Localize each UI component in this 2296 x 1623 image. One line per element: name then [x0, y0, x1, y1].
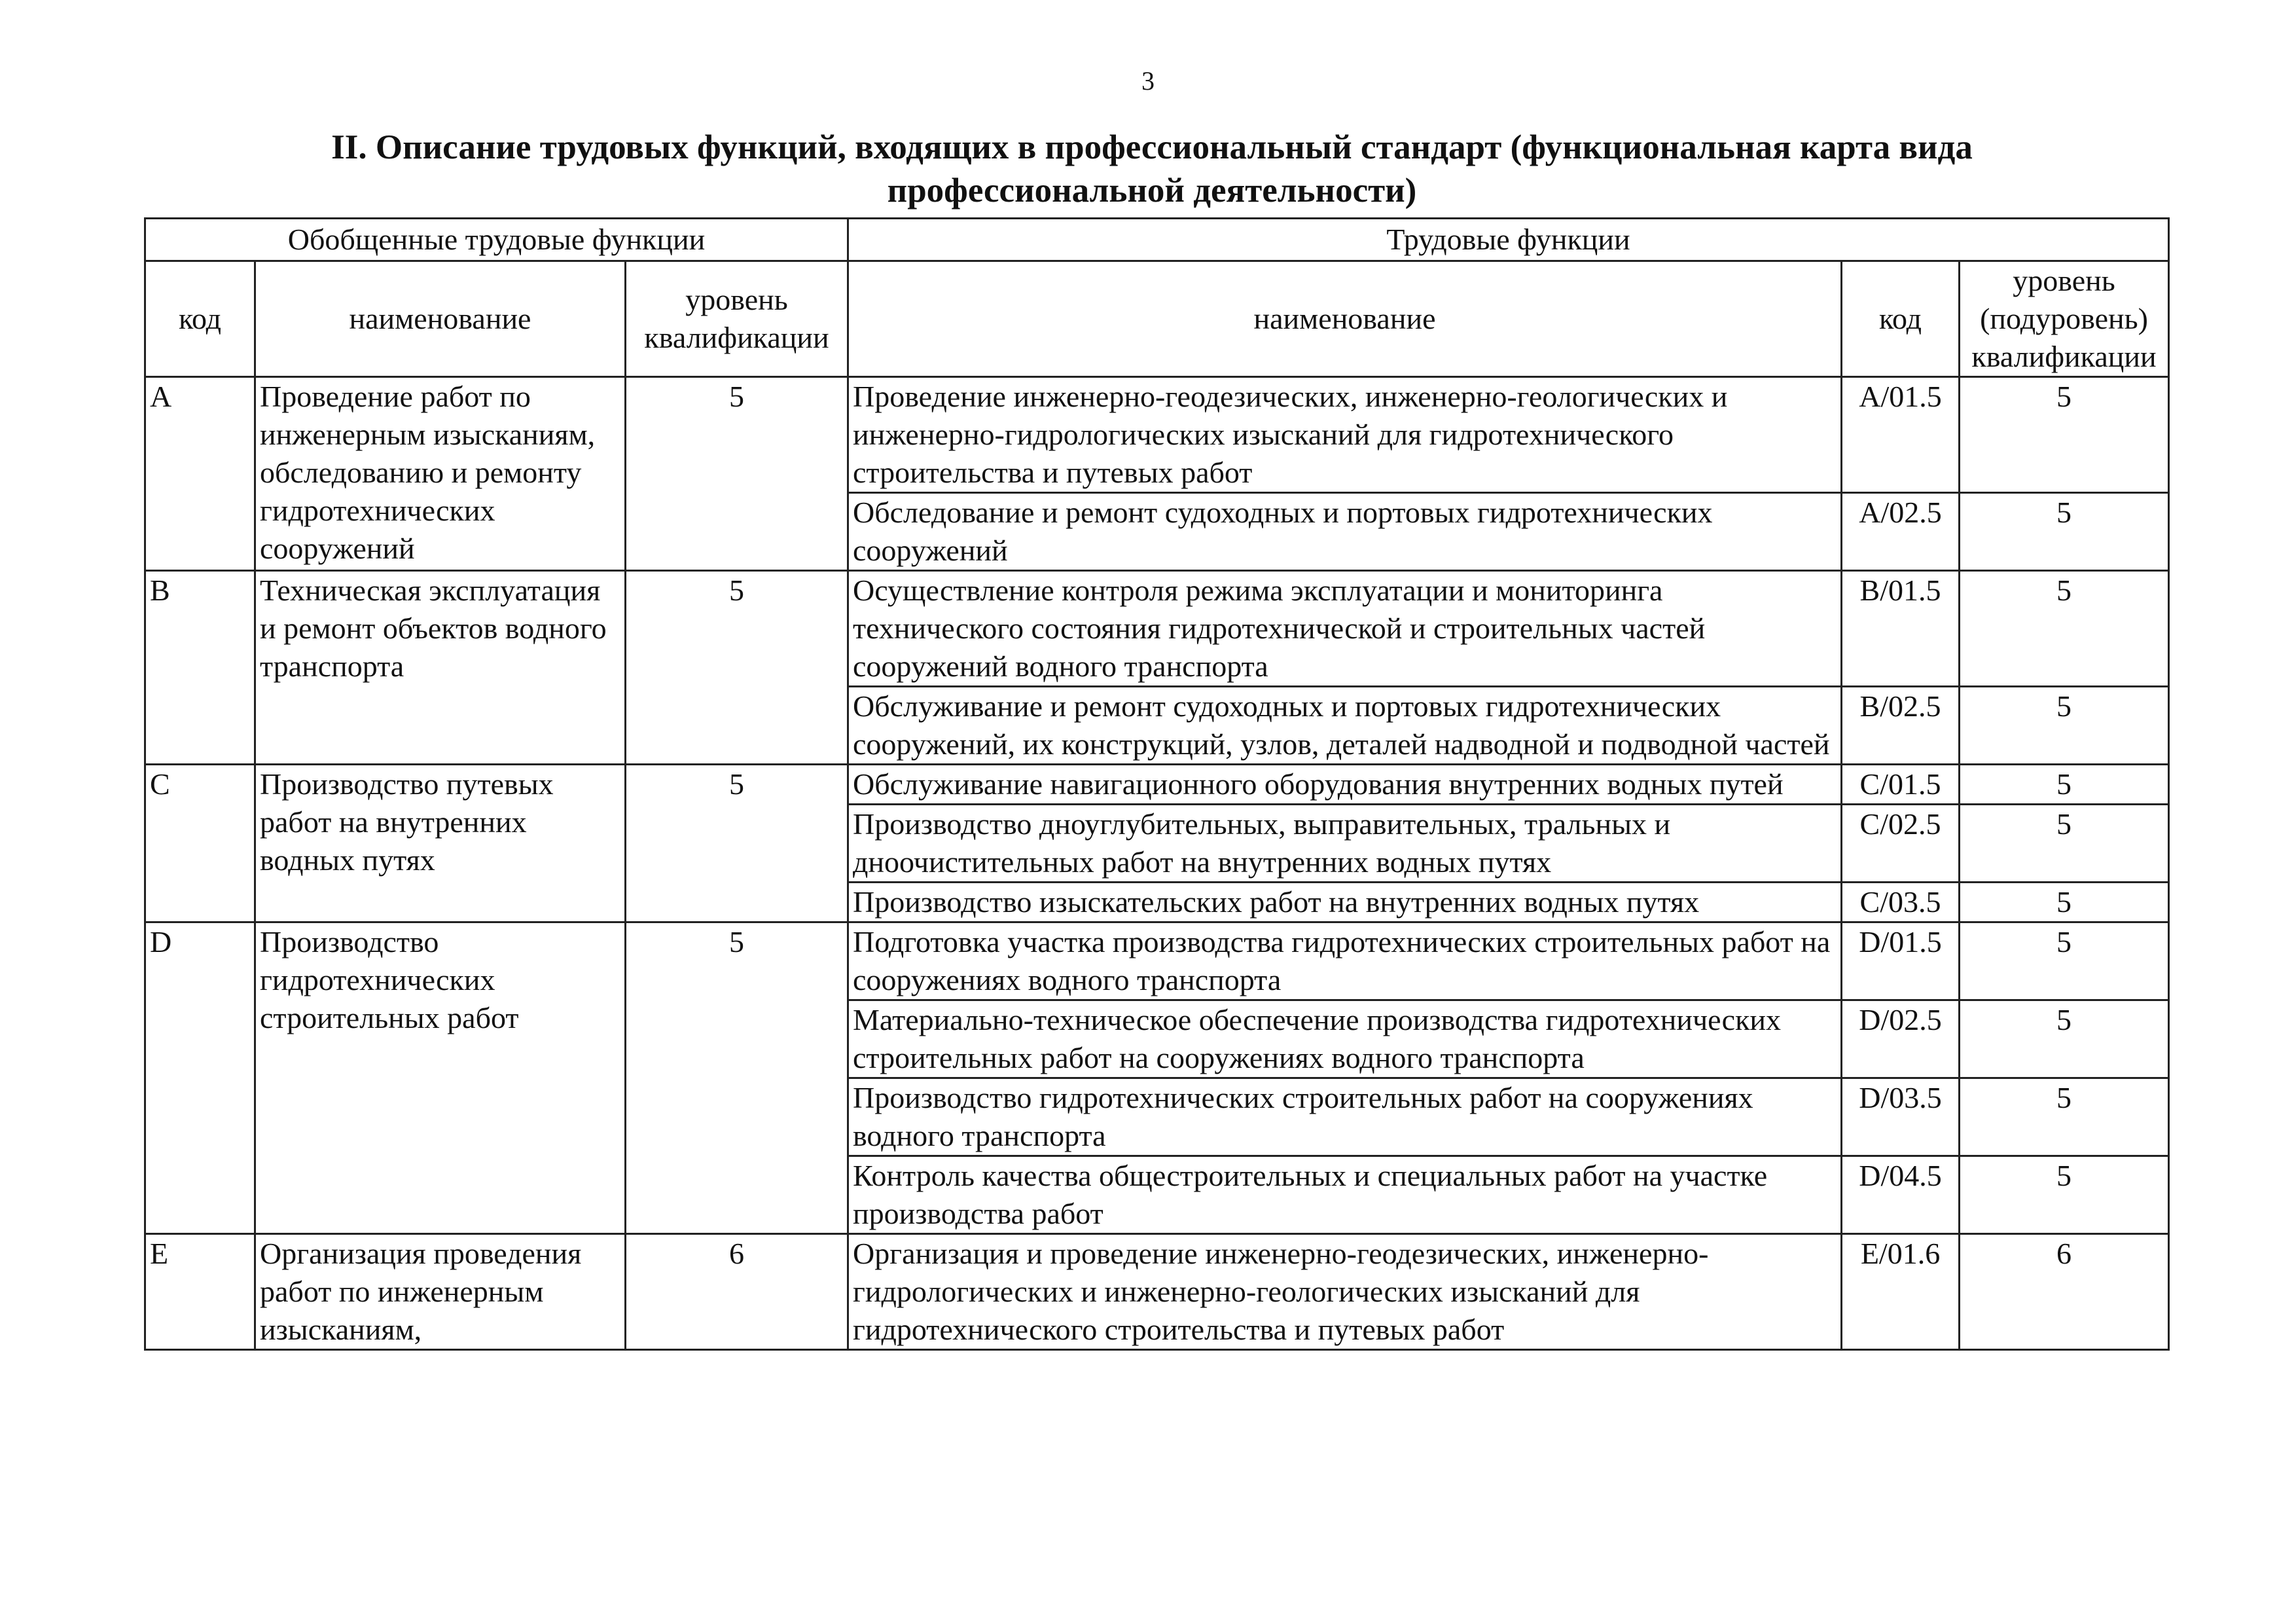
table-row: [145, 571, 2169, 687]
table-row: [145, 765, 2169, 805]
group-code: D: [145, 922, 255, 1234]
header-function-code: код: [1842, 261, 1960, 377]
function-name: Производство дноуглубительных, выправительных, тральных и дноочистительных работ на внутренних водных путях: [848, 805, 1842, 883]
group-code: A: [145, 377, 255, 571]
function-code: C/03.5: [1842, 883, 1960, 922]
function-code: D/01.5: [1842, 922, 1960, 1000]
function-code: A/02.5: [1842, 493, 1960, 571]
function-name: Материально-техническое обеспечение производства гидротехнических строительных работ на сооружениях водного транспорта: [848, 1000, 1842, 1078]
function-code: B/02.5: [1842, 687, 1960, 765]
function-name: Производство гидротехнических строительных работ на сооружениях водного транспорта: [848, 1078, 1842, 1156]
function-name: Обслуживание и ремонт судоходных и портовых гидротехнических сооружений, их конструкций, узлов, деталей надводной и подводной частей: [848, 687, 1842, 765]
group-level: 6: [626, 1234, 848, 1350]
function-code: E/01.6: [1842, 1234, 1960, 1350]
page-number: 3: [1141, 66, 1155, 96]
function-level: 5: [1960, 493, 2169, 571]
table-row: [145, 377, 2169, 493]
group-name: Техническая эксплуатация и ремонт объектов водного транспорта: [255, 571, 626, 765]
function-level: 5: [1960, 1156, 2169, 1234]
function-name: Обслуживание навигационного оборудования внутренних водных путей: [848, 765, 1842, 805]
section-title: II. Описание трудовых функций, входящих в профессиональный стандарт (функциональная карта вида профессиональной деятельности): [331, 128, 1973, 210]
header-code: код: [145, 261, 255, 377]
header-name: наименование: [255, 261, 626, 377]
function-name: Проведение инженерно-геодезических, инженерно-геологических и инженерно-гидрологических изысканий для гидротехнического строительства и путевых работ: [848, 377, 1842, 493]
function-name: Контроль качества общестроительных и специальных работ на участке производства работ: [848, 1156, 1842, 1234]
table-body: [145, 377, 2169, 1350]
function-code: D/04.5: [1842, 1156, 1960, 1234]
header-generalized-functions: Обобщенные трудовые функции: [145, 219, 848, 261]
function-level: 5: [1960, 883, 2169, 922]
table-row: [145, 1234, 2169, 1350]
functional-map-table: [144, 217, 2170, 1351]
header-function-name: наименование: [848, 261, 1842, 377]
function-name: Организация и проведение инженерно-геодезических, инженерно-гидрологических и инженерно-геологических изысканий для гидротехнического строительства и путевых работ: [848, 1234, 1842, 1350]
function-level: 5: [1960, 377, 2169, 493]
function-level: 5: [1960, 765, 2169, 805]
function-level: 5: [1960, 922, 2169, 1000]
function-name: Производство изыскательских работ на внутренних водных путях: [848, 883, 1842, 922]
group-level: 5: [626, 377, 848, 571]
function-code: A/01.5: [1842, 377, 1960, 493]
header-qualification-sublevel: уровень (подуровень) квалификации: [1960, 261, 2169, 377]
header-labor-functions: Трудовые функции: [848, 219, 2169, 261]
group-name: Организация проведения работ по инженерным изысканиям,: [255, 1234, 626, 1350]
function-name: Осуществление контроля режима эксплуатации и мониторинга технического состояния гидротехнической и строительных частей сооружений водного транспорта: [848, 571, 1842, 687]
function-level: 5: [1960, 687, 2169, 765]
group-code: E: [145, 1234, 255, 1350]
function-code: B/01.5: [1842, 571, 1960, 687]
function-code: D/03.5: [1842, 1078, 1960, 1156]
function-code: C/02.5: [1842, 805, 1960, 883]
function-level: 5: [1960, 1000, 2169, 1078]
group-level: 5: [626, 765, 848, 922]
group-name: Производство гидротехнических строительных работ: [255, 922, 626, 1234]
function-name: Подготовка участка производства гидротехнических строительных работ на сооружениях водного транспорта: [848, 922, 1842, 1000]
function-level: 6: [1960, 1234, 2169, 1350]
group-level: 5: [626, 922, 848, 1234]
group-level: 5: [626, 571, 848, 765]
group-code: C: [145, 765, 255, 922]
function-level: 5: [1960, 571, 2169, 687]
group-code: B: [145, 571, 255, 765]
table-row: [145, 922, 2169, 1000]
group-name: Проведение работ по инженерным изысканиям, обследованию и ремонту гидротехнических сооружений: [255, 377, 626, 571]
group-name: Производство путевых работ на внутренних водных путях: [255, 765, 626, 922]
function-code: D/02.5: [1842, 1000, 1960, 1078]
function-code: C/01.5: [1842, 765, 1960, 805]
function-level: 5: [1960, 1078, 2169, 1156]
function-name: Обследование и ремонт судоходных и портовых гидротехнических сооружений: [848, 493, 1842, 571]
function-level: 5: [1960, 805, 2169, 883]
header-qualification-level: уровень квалификации: [626, 261, 848, 377]
